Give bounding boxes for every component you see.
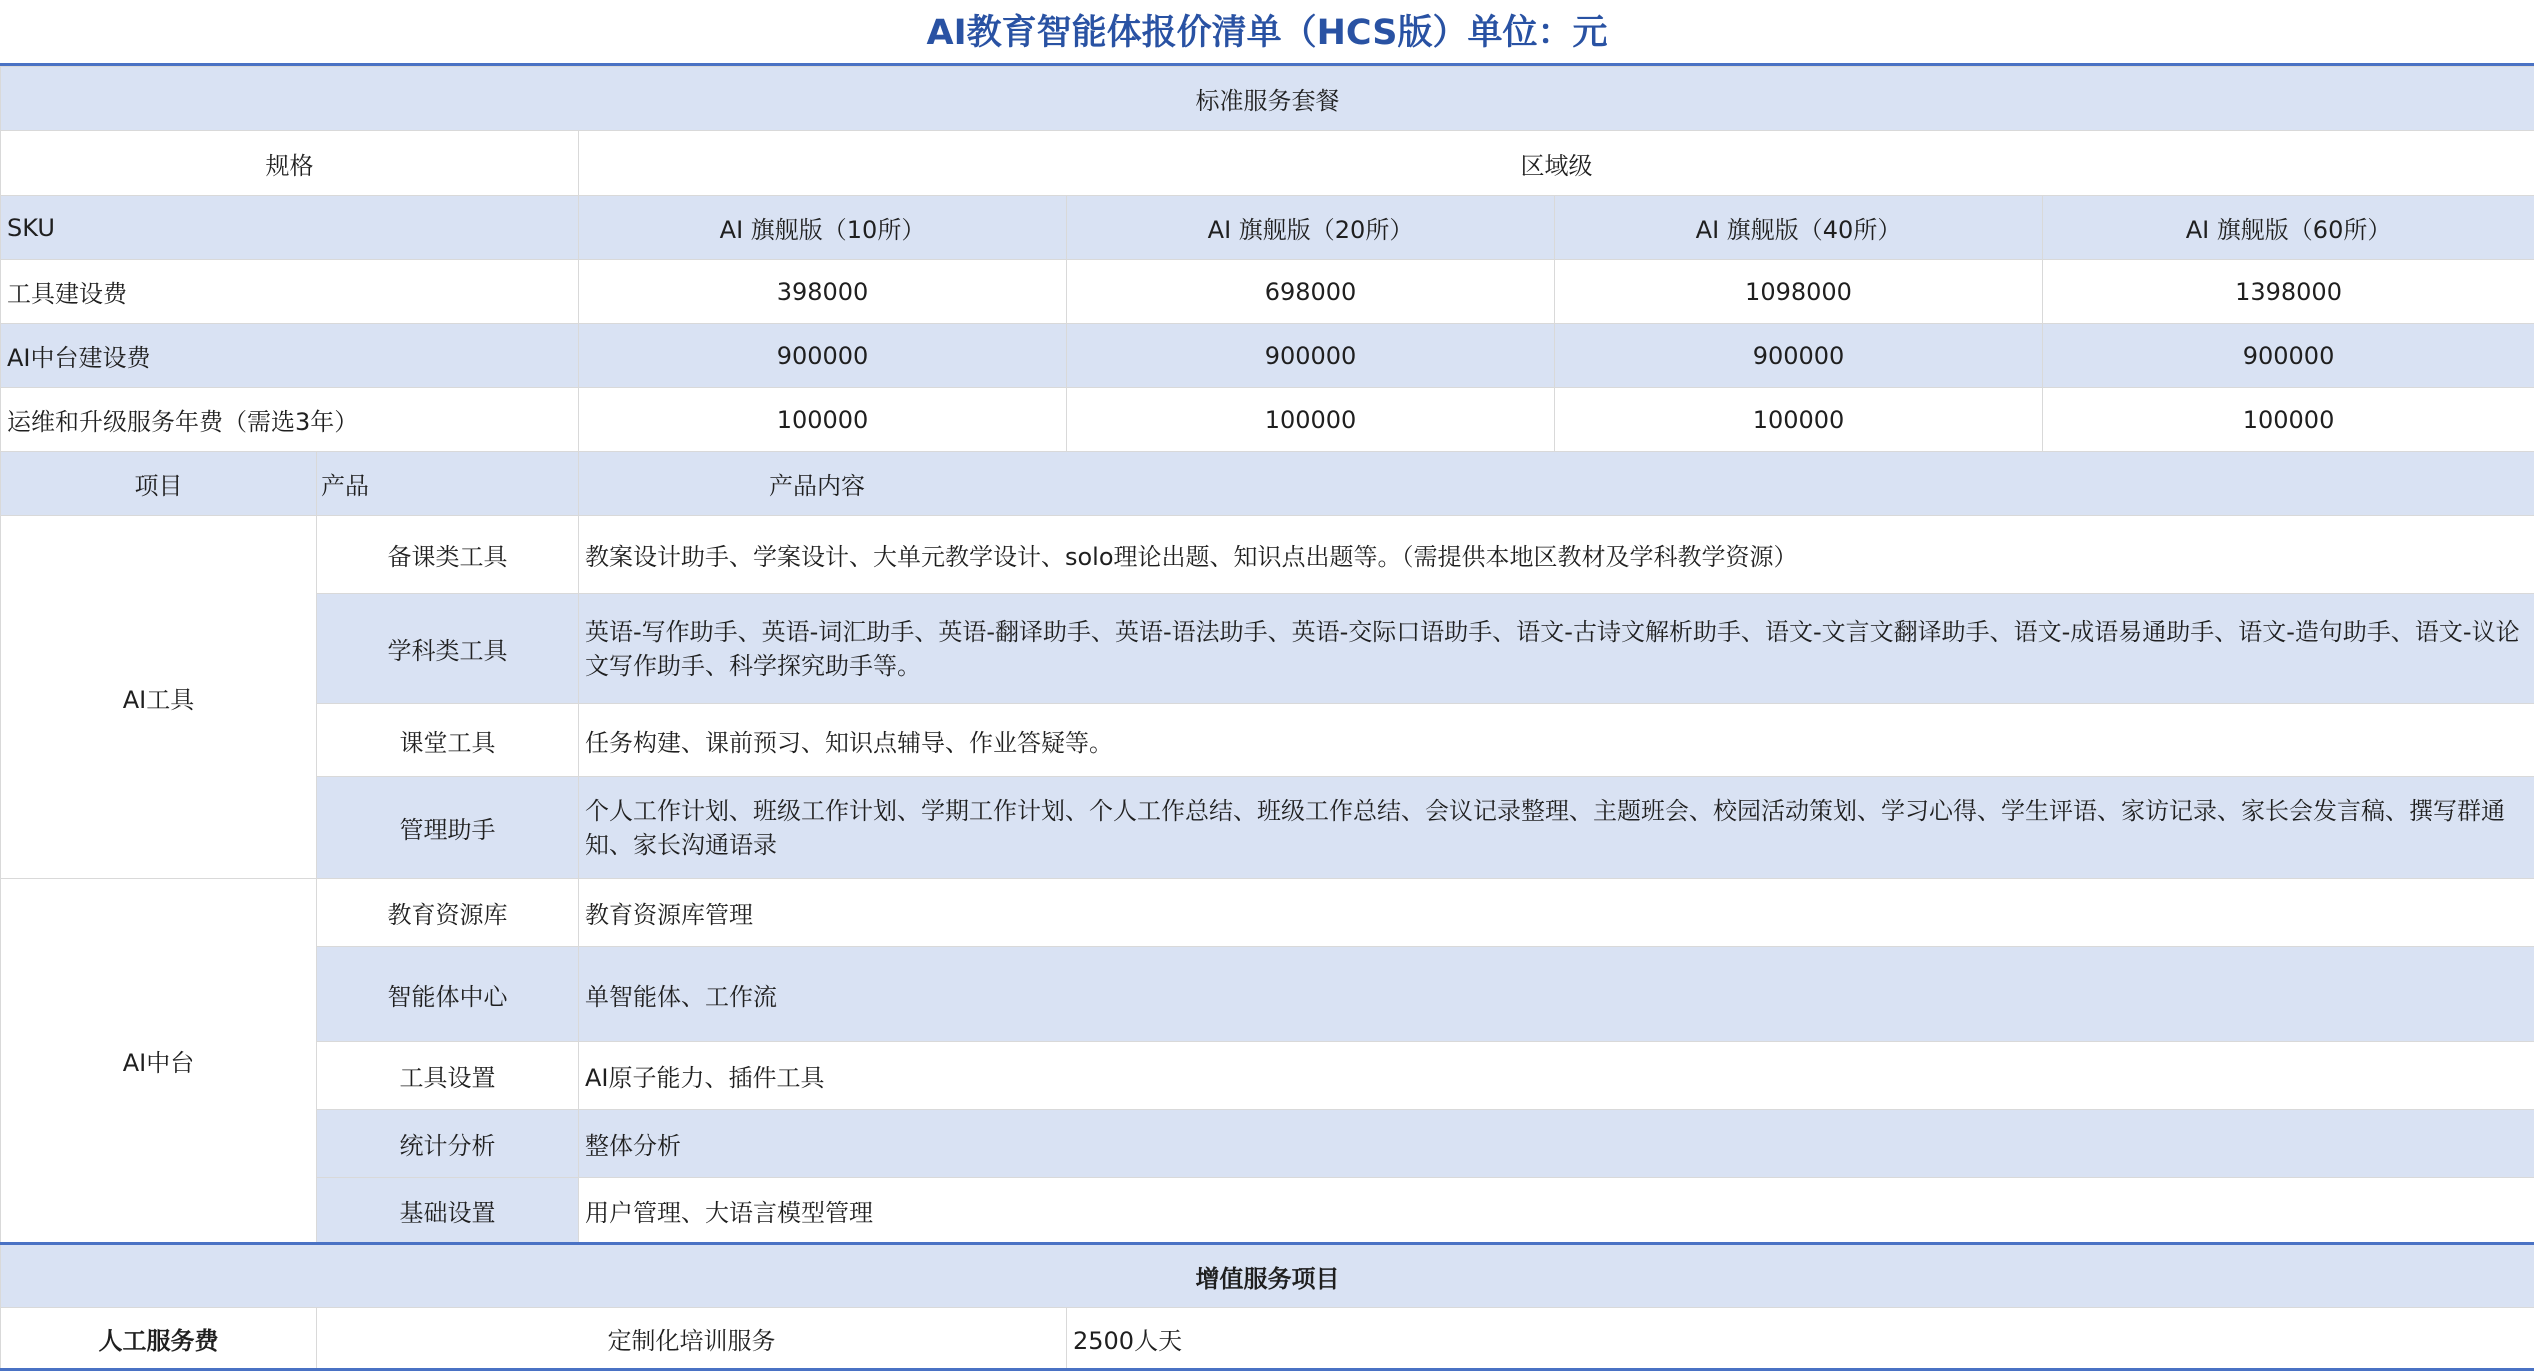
spec-row [1,131,2534,196]
price-row-label: 运维和升级服务年费（需选3年） [1,388,579,452]
value-added-section-row [1,1244,2534,1308]
product-name: 基础设置 [317,1178,579,1244]
product-name: 管理助手 [317,777,579,879]
sheet-title: AI教育智能体报价清单（HCS版）单位：元 [0,0,2534,66]
service-category: 人工服务费 [1,1308,317,1370]
product-row [1,947,2534,1042]
group-ai-tools: AI工具 [1,516,317,879]
price-row [1,260,2534,324]
product-name: 课堂工具 [317,704,579,777]
product-row [1,1178,2534,1244]
price-cell: 100000 [2043,388,2534,452]
standard-section-row [1,67,2534,131]
product-name: 统计分析 [317,1110,579,1178]
price-row [1,388,2534,452]
price-row [1,324,2534,388]
service-name: 定制化培训服务 [317,1308,1067,1370]
sku-cell: AI 旗舰版（60所） [2043,196,2534,260]
product-name: 工具设置 [317,1042,579,1110]
price-cell: 698000 [1067,260,1555,324]
product-row [1,704,2534,777]
product-content: AI原子能力、插件工具 [579,1042,2534,1110]
service-price: 2500人天 [1067,1308,2534,1370]
sku-cell: AI 旗舰版（40所） [1555,196,2043,260]
spec-label: 规格 [1,131,579,196]
product-content: 教育资源库管理 [579,879,2534,947]
product-name: 智能体中心 [317,947,579,1042]
product-name: 学科类工具 [317,594,579,704]
quotation-table [0,66,2534,1371]
content-header: 产品内容 [579,452,2534,516]
product-content: 用户管理、大语言模型管理 [579,1178,2534,1244]
price-cell: 1398000 [2043,260,2534,324]
product-header-row [1,452,2534,516]
value-added-section-header: 增值服务项目 [1,1244,2534,1308]
product-header: 产品 [317,452,579,516]
price-cell: 900000 [1555,324,2043,388]
sku-cell: AI 旗舰版（20所） [1067,196,1555,260]
product-content: 任务构建、课前预习、知识点辅导、作业答疑等。 [579,704,2534,777]
group-ai-platform: AI中台 [1,879,317,1244]
standard-section-header: 标准服务套餐 [1,67,2534,131]
product-row [1,594,2534,704]
product-name: 教育资源库 [317,879,579,947]
price-cell: 1098000 [1555,260,2043,324]
price-cell: 900000 [2043,324,2534,388]
price-cell: 900000 [1067,324,1555,388]
price-cell: 100000 [1555,388,2043,452]
price-row-label: 工具建设费 [1,260,579,324]
product-content: 单智能体、工作流 [579,947,2534,1042]
price-row-label: AI中台建设费 [1,324,579,388]
value-added-row [1,1308,2534,1370]
product-content: 教案设计助手、学案设计、大单元教学设计、solo理论出题、知识点出题等。（需提供本地区教材及学科教学资源） [579,516,2534,594]
product-name: 备课类工具 [317,516,579,594]
product-content: 英语-写作助手、英语-词汇助手、英语-翻译助手、英语-语法助手、英语-交际口语助手、语文-古诗文解析助手、语文-文言文翻译助手、语文-成语易通助手、语文-造句助手、语文-议论文写作助手、科学探究助手等。 [579,594,2534,704]
product-content: 整体分析 [579,1110,2534,1178]
sku-cell: AI 旗舰版（10所） [579,196,1067,260]
product-row [1,516,2534,594]
item-header: 项目 [1,452,317,516]
price-cell: 100000 [1067,388,1555,452]
sku-label: SKU [1,196,579,260]
product-content: 个人工作计划、班级工作计划、学期工作计划、个人工作总结、班级工作总结、会议记录整理、主题班会、校园活动策划、学习心得、学生评语、家访记录、家长会发言稿、撰写群通知、家长沟通语录 [579,777,2534,879]
sku-row [1,196,2534,260]
price-cell: 900000 [579,324,1067,388]
product-row [1,1110,2534,1178]
product-row [1,777,2534,879]
price-cell: 100000 [579,388,1067,452]
spec-value: 区域级 [579,131,2534,196]
product-row [1,879,2534,947]
product-row [1,1042,2534,1110]
price-cell: 398000 [579,260,1067,324]
